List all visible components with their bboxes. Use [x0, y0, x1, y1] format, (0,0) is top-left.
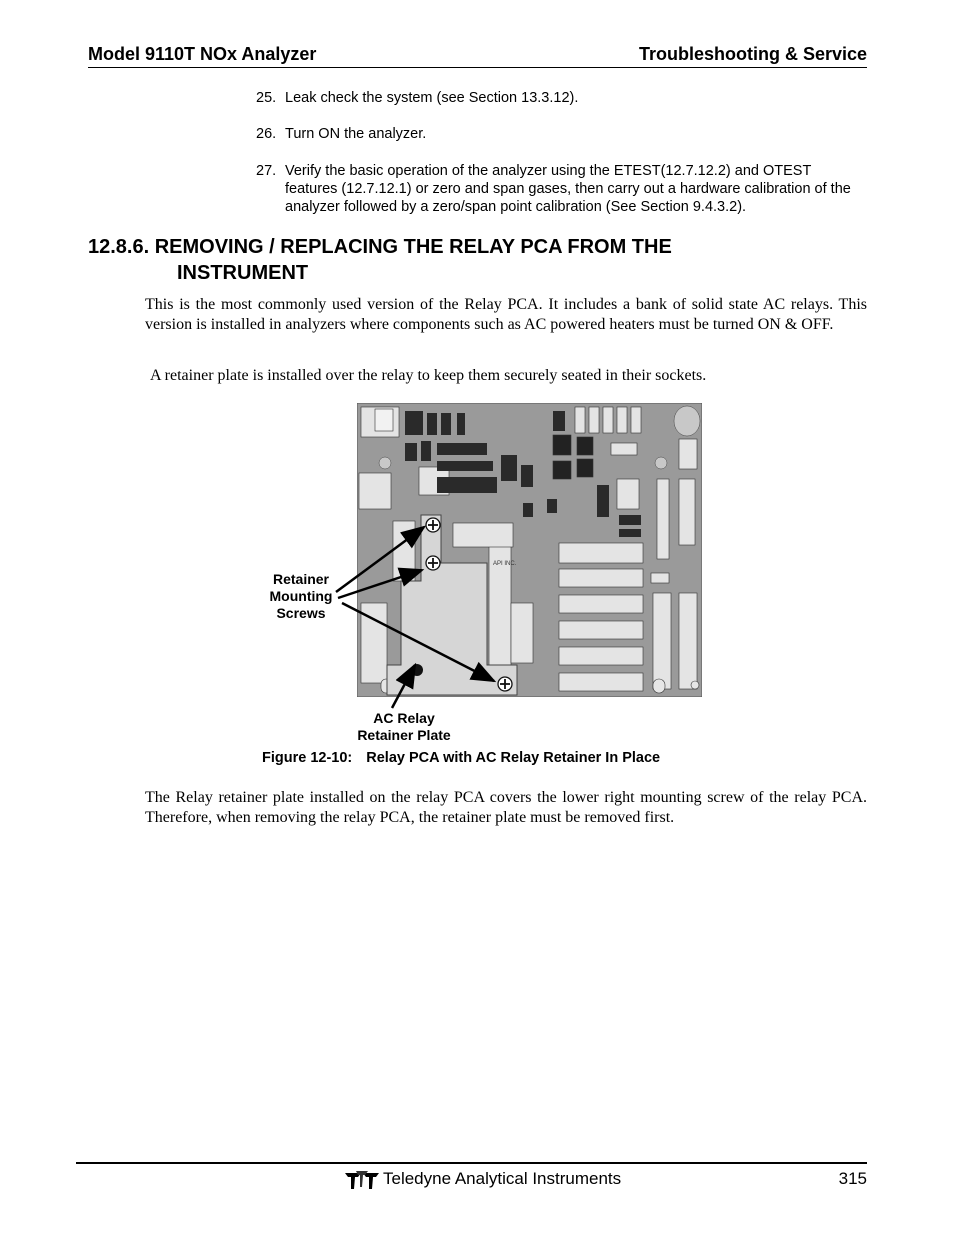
step-number: 27. — [256, 163, 277, 179]
figure-caption-label: Figure 12-10: — [262, 750, 353, 766]
callout-line: AC Relay — [373, 710, 435, 726]
step-number: 26. — [256, 126, 277, 142]
intro-paragraph: This is the most commonly used version of the Relay PCA. It includes a bank of solid state AC relays. This version is installed in analyzers where components such as AC powered heaters must be turned ON & OFF. — [145, 296, 867, 333]
figure-caption-text: Relay PCA with AC Relay Retainer In Place — [366, 750, 661, 766]
step-number: 25. — [256, 90, 277, 106]
retainer-paragraph: A retainer plate is installed over the relay to keep them securely seated in their sockets. — [150, 367, 707, 384]
footer-company: Teledyne Analytical Instruments — [383, 1169, 622, 1188]
section-heading-line2: INSTRUMENT — [177, 262, 309, 284]
callout-ac-relay-plate — [345, 710, 463, 744]
board-marking: API INC. — [493, 561, 517, 567]
closing-paragraph: The Relay retainer plate installed on the relay PCA covers the lower right mounting screw of the relay PCA. Therefore, when removing the relay PCA, the retainer plate must be removed first. — [145, 789, 867, 826]
callout-retainer-screws — [262, 571, 340, 622]
figure-caption — [262, 750, 660, 766]
header-section: Troubleshooting & Service — [638, 44, 867, 64]
callout-line: Mounting — [269, 588, 333, 604]
section-heading — [88, 234, 672, 286]
step-text: Leak check the system (see Section 13.3.12). — [285, 90, 579, 106]
section-heading-line1: 12.8.6. REMOVING / REPLACING THE RELAY PCA FROM THE — [88, 236, 672, 258]
header-rule — [88, 67, 867, 68]
callout-line: Retainer Plate — [357, 727, 451, 743]
callout-line: Screws — [276, 605, 326, 621]
step-text: Turn ON the analyzer. — [285, 126, 427, 142]
relay-pca-figure — [357, 403, 702, 697]
header-title: Model 9110T NOx Analyzer — [88, 44, 317, 64]
page-number: 315 — [838, 1169, 867, 1188]
footer-rule — [76, 1162, 867, 1164]
step-text: Verify the basic operation of the analyzer using the ETEST(12.7.12.2) and OTEST features (12.7.12.1) or zero and span gases, then carry out a hardware calibration of the analyzer followed by a zero/span point calibration (See Section 9.4.3.2). — [285, 163, 851, 215]
teledyne-logo-icon — [345, 1169, 379, 1191]
callout-line: Retainer — [272, 571, 330, 587]
